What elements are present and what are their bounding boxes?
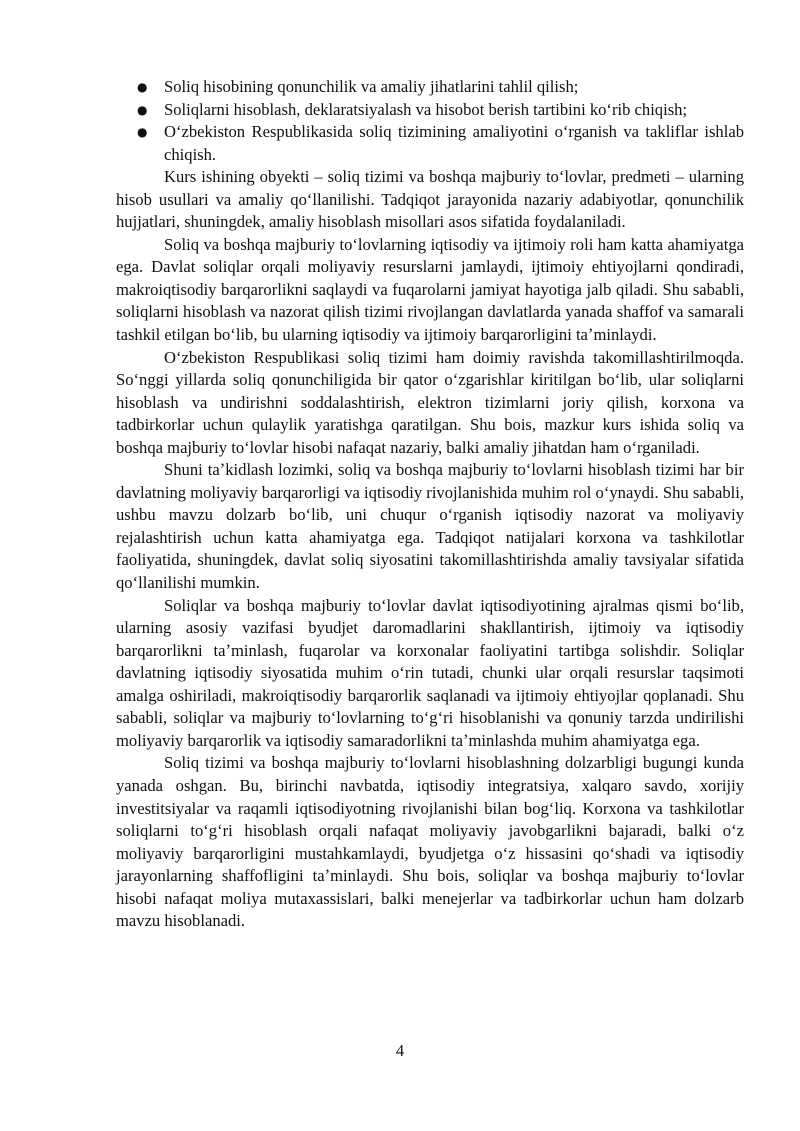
paragraph-relevance: Shuni taʼkidlash lozimki, soliq va boshqa majburiy toʻlovlarni hisoblash tizimi har bir davlatning moliyaviy barqarorligi va iqtisodiy rivojlanishida muhim rol oʻynaydi. Shu sababli, ushbu mavzu dolzarb boʻlib, uni chuqur oʻrganish iqtisodiy nazorat va moliyaviy rejalashtirish uchun katta ahamiyatga ega. Tadqiqot natijalari korxona va tashkilotlar faoliyatida, shuningdek, davlat soliq siyosatini takomillashtirishda amaliy tavsiyalar sifatida qoʻllanilishi mumkin. (116, 460, 744, 593)
bullet-icon: ● (137, 125, 148, 140)
paragraph-state-economy: Soliqlar va boshqa majburiy toʻlovlar davlat iqtisodiyotining ajralmas qismi boʻlib, ularning asosiy vazifasi byudjet daromadlarini shakllantirish, ijtimoiy va iqtisodiy barqarorlikni taʼminlash, fuqarolar va korxonalar faoliyatini tartibga solishdir. Soliqlar davlatning iqtisodiy siyosatida muhim oʻrin tutadi, chunki ular orqali resurslar taqsimoti amalga oshiriladi, makroiqtisodiy barqarorlik saqlanadi va ijtimoiy ehtiyojlar qoplanadi. Shu sababli, soliqlar va majburiy toʻlovlarning toʻgʻri hisoblanishi va qonuniy tarzda undirilishi moliyaviy barqarorlik va iqtisodiy samaradorlikni taʼminlashda muhim ahamiyatga ega. (116, 595, 744, 750)
objectives-list (116, 76, 744, 166)
list-item-text: Soliqlarni hisoblash, deklaratsiyalash va hisobot berish tartibini koʻrib chiqish; (164, 99, 688, 119)
list-item (116, 121, 744, 166)
page-number: 4 (395, 1041, 405, 1060)
paragraph-current-importance: Soliq tizimi va boshqa majburiy toʻlovlarni hisoblashning dolzarbligi bugungi kunda yanada oshgan. Bu, birinchi navbatda, iqtisodiy integratsiya, xalqaro savdo, xorijiy investitsiyalar va raqamli iqtisodiyotning rivojlanishi bilan bogʻliq. Korxona va tashkilotlar soliqlarni toʻgʻri hisoblash orqali nafaqat moliyaviy javobgarlikni bajaradi, balki oʻz moliyaviy barqarorligini mustahkamlaydi, byudjetga oʻz hissasini qoʻshadi va iqtisodiy jarayonlarning shaffofligini taʼminlaydi. Shu bois, soliqlar va boshqa majburiy toʻlovlar hisobi nafaqat moliya mutaxassislari, balki menejerlar va tadbirkorlar uchun ham dolzarb mavzu hisoblanadi. (116, 753, 744, 931)
paragraph-object-subject: Kurs ishining obyekti – soliq tizimi va boshqa majburiy toʻlovlar, predmeti – ularning hisob usullari va amaliy qoʻllanilishi. Tadqiqot jarayonida nazariy adabiyotlar, qonunchilik hujjatlari, shuningdek, amaliy hisoblash misollari asos sifatida foydalaniladi. (116, 167, 744, 232)
paragraph-uzbekistan-reforms: Oʻzbekiston Respublikasi soliq tizimi ham doimiy ravishda takomillashtirilmoqda. Soʻnggi yillarda soliq qonunchiligida bir qator oʻzgarishlar kiritilgan boʻlib, ular soliqlarni hisoblash va undirishni soddalashtirish, elektron tizimlarni joriy qilish, korxona va tadbirkorlar uchun qulaylik yaratishga qaratilgan. Shu bois, mazkur kurs ishida soliq va boshqa majburiy toʻlovlar hisobi nafaqat nazariy, balki amaliy jihatdan ham oʻrganiladi. (116, 347, 744, 457)
bullet-icon: ● (137, 102, 148, 117)
list-item-text: Oʻzbekiston Respublikasida soliq tizimining amaliyotini oʻrganish va takliflar ishlab chiqish. (164, 122, 744, 164)
page-body (116, 76, 744, 933)
paragraph-economic-role: Soliq va boshqa majburiy toʻlovlarning iqtisodiy va ijtimoiy roli ham katta ahamiyatga ega. Davlat soliqlar orqali moliyaviy resurslarni jamlaydi, ijtimoiy ehtiyojlarni qondiradi, makroiqtisodiy barqarorlikni saqlaydi va fuqarolarni jamiyat hayotiga jalb qiladi. Shu sababli, soliqlarni hisoblash va nazorat qilish tizimi rivojlangan davlatlarda yanada shaffof va samarali tashkil etilgan boʻlib, bu ularning iqtisodiy va ijtimoiy barqarorligini taʼminlaydi. (116, 234, 744, 345)
list-item (116, 76, 744, 99)
list-item (116, 99, 744, 122)
list-item-text: Soliq hisobining qonunchilik va amaliy jihatlarini tahlil qilish; (164, 77, 579, 96)
bullet-icon: ● (137, 80, 148, 94)
